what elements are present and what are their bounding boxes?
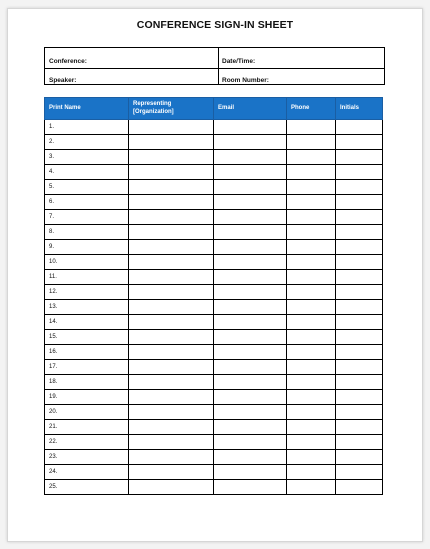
table-row	[45, 210, 383, 225]
row-number-cell: 10.	[45, 255, 129, 270]
row-number-cell: 16.	[45, 345, 129, 360]
email-cell[interactable]	[214, 150, 287, 165]
phone-cell[interactable]	[287, 225, 336, 240]
email-cell[interactable]	[214, 465, 287, 480]
representing-cell[interactable]	[129, 330, 214, 345]
representing-cell[interactable]	[129, 465, 214, 480]
email-cell[interactable]	[214, 165, 287, 180]
initials-cell[interactable]	[336, 375, 383, 390]
row-number-cell: 5.	[45, 180, 129, 195]
header-email: Email	[214, 98, 287, 120]
phone-cell[interactable]	[287, 435, 336, 450]
row-number-cell: 13.	[45, 300, 129, 315]
representing-cell[interactable]	[129, 315, 214, 330]
representing-cell[interactable]	[129, 420, 214, 435]
phone-cell[interactable]	[287, 405, 336, 420]
initials-cell[interactable]	[336, 465, 383, 480]
phone-cell[interactable]	[287, 285, 336, 300]
initials-cell[interactable]	[336, 120, 383, 135]
initials-cell[interactable]	[336, 405, 383, 420]
table-row	[45, 465, 383, 480]
header-initials: Initials	[336, 98, 383, 120]
table-row	[45, 120, 383, 135]
header-print-name: Print Name	[45, 98, 129, 120]
phone-cell[interactable]	[287, 390, 336, 405]
initials-cell[interactable]	[336, 420, 383, 435]
email-cell[interactable]	[214, 450, 287, 465]
initials-cell[interactable]	[336, 135, 383, 150]
table-row	[45, 375, 383, 390]
table-row	[45, 300, 383, 315]
info-box-divider-horizontal	[45, 68, 384, 69]
row-number-cell: 9.	[45, 240, 129, 255]
initials-cell[interactable]	[336, 480, 383, 495]
initials-cell[interactable]	[336, 315, 383, 330]
row-number-cell: 14.	[45, 315, 129, 330]
table-row	[45, 405, 383, 420]
representing-cell[interactable]	[129, 300, 214, 315]
phone-cell[interactable]	[287, 300, 336, 315]
representing-cell[interactable]	[129, 195, 214, 210]
table-row	[45, 225, 383, 240]
row-number-cell: 11.	[45, 270, 129, 285]
table-row	[45, 390, 383, 405]
table-row	[45, 195, 383, 210]
initials-cell[interactable]	[336, 360, 383, 375]
representing-cell[interactable]	[129, 240, 214, 255]
initials-cell[interactable]	[336, 300, 383, 315]
row-number-cell: 19.	[45, 390, 129, 405]
row-number-cell: 3.	[45, 150, 129, 165]
initials-cell[interactable]	[336, 240, 383, 255]
table-row	[45, 480, 383, 495]
row-number-cell: 6.	[45, 195, 129, 210]
initials-cell[interactable]	[336, 150, 383, 165]
table-row	[45, 315, 383, 330]
email-cell[interactable]	[214, 135, 287, 150]
representing-cell[interactable]	[129, 165, 214, 180]
phone-cell[interactable]	[287, 480, 336, 495]
email-cell[interactable]	[214, 300, 287, 315]
representing-cell[interactable]	[129, 450, 214, 465]
initials-cell[interactable]	[336, 255, 383, 270]
phone-cell[interactable]	[287, 345, 336, 360]
row-number-cell: 23.	[45, 450, 129, 465]
row-number-cell: 24.	[45, 465, 129, 480]
table-row	[45, 150, 383, 165]
room-number-label: Room Number:	[222, 77, 269, 84]
table-row	[45, 180, 383, 195]
initials-cell[interactable]	[336, 330, 383, 345]
representing-cell[interactable]	[129, 150, 214, 165]
phone-cell[interactable]	[287, 150, 336, 165]
table-row	[45, 360, 383, 375]
email-cell[interactable]	[214, 285, 287, 300]
row-number-cell: 20.	[45, 405, 129, 420]
email-cell[interactable]	[214, 315, 287, 330]
table-row	[45, 255, 383, 270]
email-cell[interactable]	[214, 270, 287, 285]
table-row	[45, 345, 383, 360]
phone-cell[interactable]	[287, 330, 336, 345]
phone-cell[interactable]	[287, 255, 336, 270]
row-number-cell: 4.	[45, 165, 129, 180]
email-cell[interactable]	[214, 330, 287, 345]
email-cell[interactable]	[214, 360, 287, 375]
phone-cell[interactable]	[287, 375, 336, 390]
representing-cell[interactable]	[129, 210, 214, 225]
event-info-box	[44, 47, 385, 85]
email-cell[interactable]	[214, 435, 287, 450]
table-row	[45, 330, 383, 345]
initials-cell[interactable]	[336, 270, 383, 285]
email-cell[interactable]	[214, 345, 287, 360]
email-cell[interactable]	[214, 195, 287, 210]
table-row	[45, 450, 383, 465]
phone-cell[interactable]	[287, 180, 336, 195]
row-number-cell: 1.	[45, 120, 129, 135]
representing-cell[interactable]	[129, 255, 214, 270]
representing-cell[interactable]	[129, 285, 214, 300]
row-number-cell: 2.	[45, 135, 129, 150]
header-representing	[129, 98, 214, 120]
table-header-row	[45, 98, 383, 120]
representing-cell[interactable]	[129, 405, 214, 420]
row-number-cell: 21.	[45, 420, 129, 435]
email-cell[interactable]	[214, 480, 287, 495]
header-representing-line2: [Organization]	[133, 108, 174, 115]
email-cell[interactable]	[214, 240, 287, 255]
phone-cell[interactable]	[287, 240, 336, 255]
phone-cell[interactable]	[287, 165, 336, 180]
phone-cell[interactable]	[287, 195, 336, 210]
table-row	[45, 285, 383, 300]
representing-cell[interactable]	[129, 180, 214, 195]
representing-cell[interactable]	[129, 390, 214, 405]
email-cell[interactable]	[214, 255, 287, 270]
phone-cell[interactable]	[287, 360, 336, 375]
representing-cell[interactable]	[129, 270, 214, 285]
row-number-cell: 7.	[45, 210, 129, 225]
representing-cell[interactable]	[129, 225, 214, 240]
table-body	[45, 120, 383, 495]
row-number-cell: 25.	[45, 480, 129, 495]
phone-cell[interactable]	[287, 420, 336, 435]
table-row	[45, 240, 383, 255]
date-time-label: Date/Time:	[222, 58, 256, 65]
conference-label: Conference:	[49, 58, 87, 65]
email-cell[interactable]	[214, 420, 287, 435]
row-number-cell: 17.	[45, 360, 129, 375]
initials-cell[interactable]	[336, 225, 383, 240]
row-number-cell: 12.	[45, 285, 129, 300]
phone-cell[interactable]	[287, 450, 336, 465]
initials-cell[interactable]	[336, 165, 383, 180]
initials-cell[interactable]	[336, 390, 383, 405]
row-number-cell: 8.	[45, 225, 129, 240]
page-title: CONFERENCE SIGN-IN SHEET	[136, 19, 294, 31]
initials-cell[interactable]	[336, 210, 383, 225]
sign-in-table	[44, 97, 383, 495]
initials-cell[interactable]	[336, 195, 383, 210]
email-cell[interactable]	[214, 405, 287, 420]
initials-cell[interactable]	[336, 180, 383, 195]
email-cell[interactable]	[214, 210, 287, 225]
header-representing-line1: Representing	[133, 101, 172, 107]
table-row	[45, 435, 383, 450]
row-number-cell: 18.	[45, 375, 129, 390]
phone-cell[interactable]	[287, 270, 336, 285]
table-row	[45, 420, 383, 435]
representing-cell[interactable]	[129, 345, 214, 360]
representing-cell[interactable]	[129, 120, 214, 135]
representing-cell[interactable]	[129, 360, 214, 375]
row-number-cell: 22.	[45, 435, 129, 450]
phone-cell[interactable]	[287, 315, 336, 330]
table-row	[45, 135, 383, 150]
phone-cell[interactable]	[287, 465, 336, 480]
phone-cell[interactable]	[287, 135, 336, 150]
representing-cell[interactable]	[129, 480, 214, 495]
representing-cell[interactable]	[129, 435, 214, 450]
email-cell[interactable]	[214, 120, 287, 135]
initials-cell[interactable]	[336, 285, 383, 300]
row-number-cell: 15.	[45, 330, 129, 345]
table-row	[45, 165, 383, 180]
phone-cell[interactable]	[287, 120, 336, 135]
email-cell[interactable]	[214, 180, 287, 195]
initials-cell[interactable]	[336, 450, 383, 465]
table-row	[45, 270, 383, 285]
email-cell[interactable]	[214, 225, 287, 240]
header-phone: Phone	[287, 98, 336, 120]
email-cell[interactable]	[214, 390, 287, 405]
phone-cell[interactable]	[287, 210, 336, 225]
speaker-label: Speaker:	[49, 77, 77, 84]
info-box-divider-vertical	[218, 48, 219, 84]
representing-cell[interactable]	[129, 135, 214, 150]
initials-cell[interactable]	[336, 345, 383, 360]
representing-cell[interactable]	[129, 375, 214, 390]
initials-cell[interactable]	[336, 435, 383, 450]
email-cell[interactable]	[214, 375, 287, 390]
